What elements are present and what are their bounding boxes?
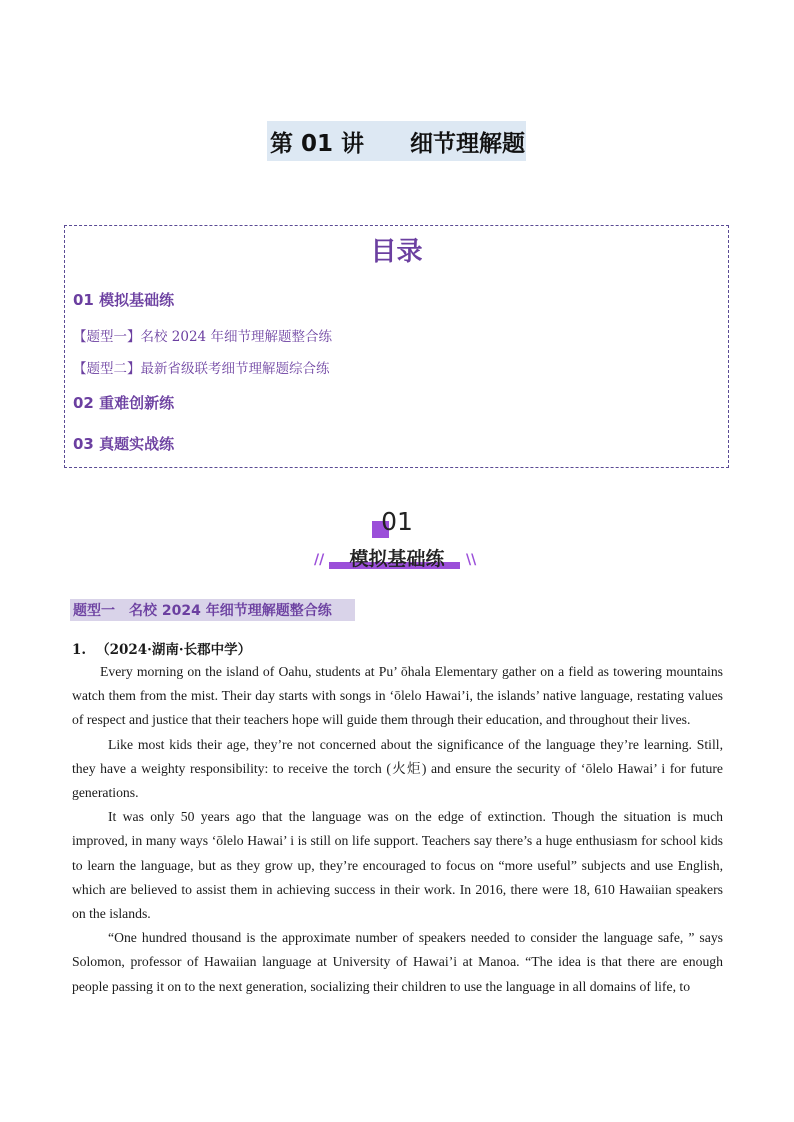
passage-paragraph: It was only 50 years ago that the language was on the edge of extinction. Though the situation is much improved, in many ways ‘ōlelo Hawai’ i is still on life support. Teachers say there’s a huge enthusiasm for school kids to learn the language, but as they grow up, they’re encouraged to focus on “more useful” subjects and use English, which are believed to assist them in achieving success in their work. In 2016, there were 18, 610 Hawaiian speakers on the islands. xyxy=(72,809,723,922)
passage-paragraph: Like most kids their age, they’re not concerned about the significance of the language they’re learning. Still, they have a weighty responsibility: to receive the torch (火炬) and ensure the security of ‘ōlelo Hawai’ i for future generations. xyxy=(72,736,723,801)
section-number: 01 xyxy=(381,507,413,536)
passage-paragraph: Every morning on the island of Oahu, students at Pu’ ōhala Elementary gather on a field as towering mountains watch them from the mist. Their day starts with songs in ‘ōlelo Hawai’i, the islands’ native language, restating values of respect and justice that their teachers hope will guide them through their education, and throughout their lives. xyxy=(72,664,723,728)
toc-item-difficult-innovation[interactable]: 02 重难创新练 xyxy=(73,394,175,412)
lecture-title: 第 01 讲 细节理解题 xyxy=(267,121,526,161)
toc-title: 目录 xyxy=(370,237,423,267)
passage-paragraph: “One hundred thousand is the approximate number of speakers needed to consider the language safe, ” says Solomon, professor of Hawaiian language at University of Hawai’i at Manoa. “The idea is that there are enough people passing it on to the next generation, socializing their children to use the language in all domains of life, to xyxy=(72,930,723,994)
toc-item-simulation-basics[interactable]: 01 模拟基础练 xyxy=(73,291,175,309)
question-source: （2024·湖南·长郡中学） xyxy=(96,642,252,658)
passage xyxy=(72,660,723,999)
table-of-contents xyxy=(64,225,729,468)
question-number: 1. xyxy=(72,642,87,658)
question-type-banner: 题型一 名校 2024 年细节理解题整合练 xyxy=(70,599,355,621)
toc-item-type-two[interactable]: 【题型二】最新省级联考细节理解题综合练 xyxy=(73,361,330,377)
toc-item-type-one[interactable]: 【题型一】名校 2024 年细节理解题整合练 xyxy=(73,329,332,345)
section-right-slash: \\ xyxy=(466,552,477,568)
section-left-slash: // xyxy=(314,552,325,568)
question-header xyxy=(72,638,251,658)
toc-item-real-exam-practice[interactable]: 03 真题实战练 xyxy=(73,435,175,453)
section-title: 模拟基础练 xyxy=(349,548,445,570)
